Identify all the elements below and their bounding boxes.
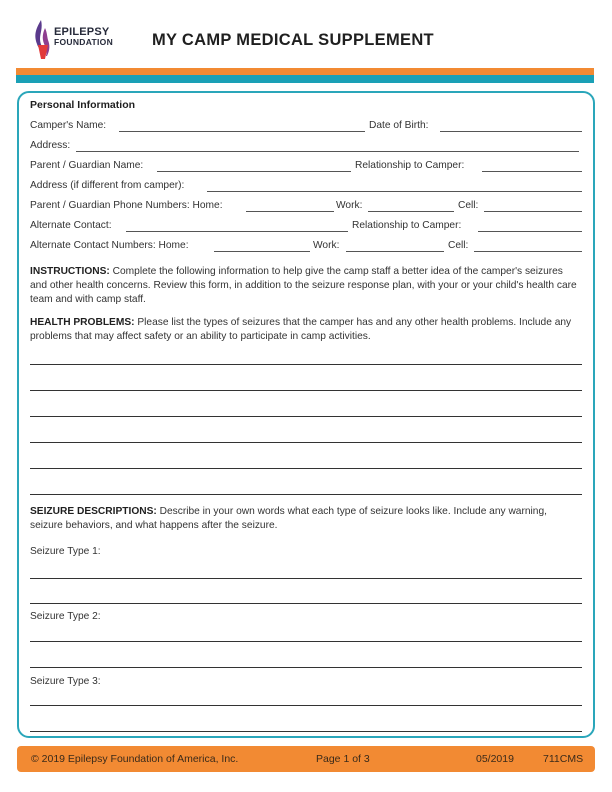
- epilepsy-foundation-logo: [32, 18, 142, 60]
- health-problems-line-5[interactable]: [30, 468, 582, 469]
- date-of-birth-label: Date of Birth:: [369, 120, 429, 131]
- footer-page-number: Page 1 of 3: [316, 753, 370, 765]
- health-problems-line-1[interactable]: [30, 364, 582, 365]
- personal-info-heading: Personal Information: [30, 99, 136, 111]
- page-footer: [17, 746, 595, 772]
- alternate-cell-field[interactable]: [474, 251, 582, 252]
- seizure-type-3-line-2[interactable]: [30, 731, 582, 732]
- seizure-type-3-line-1[interactable]: [30, 705, 582, 706]
- instructions-paragraph: [30, 265, 582, 307]
- seizure-type-2-line-2[interactable]: [30, 667, 582, 668]
- seizure-type-2-label: Seizure Type 2:: [30, 611, 101, 622]
- health-problems-text: Please list the types of seizures that the camper has and any other health problems. Include any problems that may affect safety or an ability to participate in camp activities.: [30, 317, 572, 342]
- address-label: Address:: [30, 140, 71, 151]
- health-problems-heading: HEALTH PROBLEMS:: [30, 317, 135, 328]
- page-title: MY CAMP MEDICAL SUPPLEMENT: [152, 31, 434, 49]
- flame-torch-icon: [32, 18, 54, 60]
- footer-copyright: © 2019 Epilepsy Foundation of America, Inc.: [31, 753, 239, 765]
- footer-form-code: 711CMS: [543, 753, 584, 765]
- alt-address-label: Address (if different from camper):: [30, 180, 185, 191]
- parent-phone-home-label: Parent / Guardian Phone Numbers: Home:: [30, 200, 223, 211]
- alternate-home-field[interactable]: [214, 251, 310, 252]
- alternate-contact-field[interactable]: [126, 231, 348, 232]
- seizure-descriptions-heading: SEIZURE DESCRIPTIONS:: [30, 506, 157, 517]
- campers-name-field[interactable]: [119, 131, 365, 132]
- campers-name-label: Camper's Name:: [30, 120, 107, 131]
- relationship-label: Relationship to Camper:: [355, 160, 465, 171]
- header-teal-bar: [16, 75, 594, 83]
- instructions-text: Complete the following information to help give the camp staff a better idea of the camper's seizures and other health concerns. Review this form, in addition to the seizure response plan, with your or your child's health care team and with camp staff.: [30, 266, 577, 305]
- seizure-type-1-line-2[interactable]: [30, 603, 582, 604]
- parent-phone-cell-field[interactable]: [484, 211, 582, 212]
- logo-line2: FOUNDATION: [54, 37, 114, 47]
- seizure-descriptions-paragraph: [30, 505, 582, 533]
- seizure-descriptions-text: Describe in your own words what each type of seizure looks like. Include any warning, seizure behaviors, and what happens after the seizure.: [30, 506, 547, 531]
- alternate-relationship-label: Relationship to Camper:: [352, 220, 462, 231]
- address-field[interactable]: [76, 151, 579, 152]
- alternate-relationship-field[interactable]: [478, 231, 582, 232]
- health-problems-line-4[interactable]: [30, 442, 582, 443]
- parent-phone-home-field[interactable]: [246, 211, 334, 212]
- date-of-birth-field[interactable]: [440, 131, 582, 132]
- alternate-work-field[interactable]: [346, 251, 444, 252]
- alternate-cell-label: Cell:: [448, 240, 469, 251]
- parent-guardian-name-label: Parent / Guardian Name:: [30, 160, 144, 171]
- seizure-type-2-line-1[interactable]: [30, 641, 582, 642]
- alternate-contact-label: Alternate Contact:: [30, 220, 112, 231]
- health-problems-line-2[interactable]: [30, 390, 582, 391]
- health-problems-line-6[interactable]: [30, 494, 582, 495]
- relationship-field[interactable]: [482, 171, 582, 172]
- instructions-heading: INSTRUCTIONS:: [30, 266, 110, 277]
- logo-line1: EPILEPSY: [54, 26, 110, 38]
- seizure-type-3-label: Seizure Type 3:: [30, 676, 101, 687]
- alternate-home-label: Alternate Contact Numbers: Home:: [30, 240, 189, 251]
- parent-phone-work-label: Work:: [336, 200, 363, 211]
- parent-phone-cell-label: Cell:: [458, 200, 479, 211]
- alternate-work-label: Work:: [313, 240, 340, 251]
- seizure-type-1-label: Seizure Type 1:: [30, 546, 101, 557]
- header-orange-bar: [16, 68, 594, 75]
- footer-date: 05/2019: [476, 753, 514, 765]
- parent-guardian-name-field[interactable]: [157, 171, 351, 172]
- health-problems-line-3[interactable]: [30, 416, 582, 417]
- health-problems-paragraph: [30, 316, 582, 344]
- alt-address-field[interactable]: [207, 191, 582, 192]
- seizure-type-1-line-1[interactable]: [30, 578, 582, 579]
- parent-phone-work-field[interactable]: [368, 211, 454, 212]
- page-header: [0, 0, 612, 70]
